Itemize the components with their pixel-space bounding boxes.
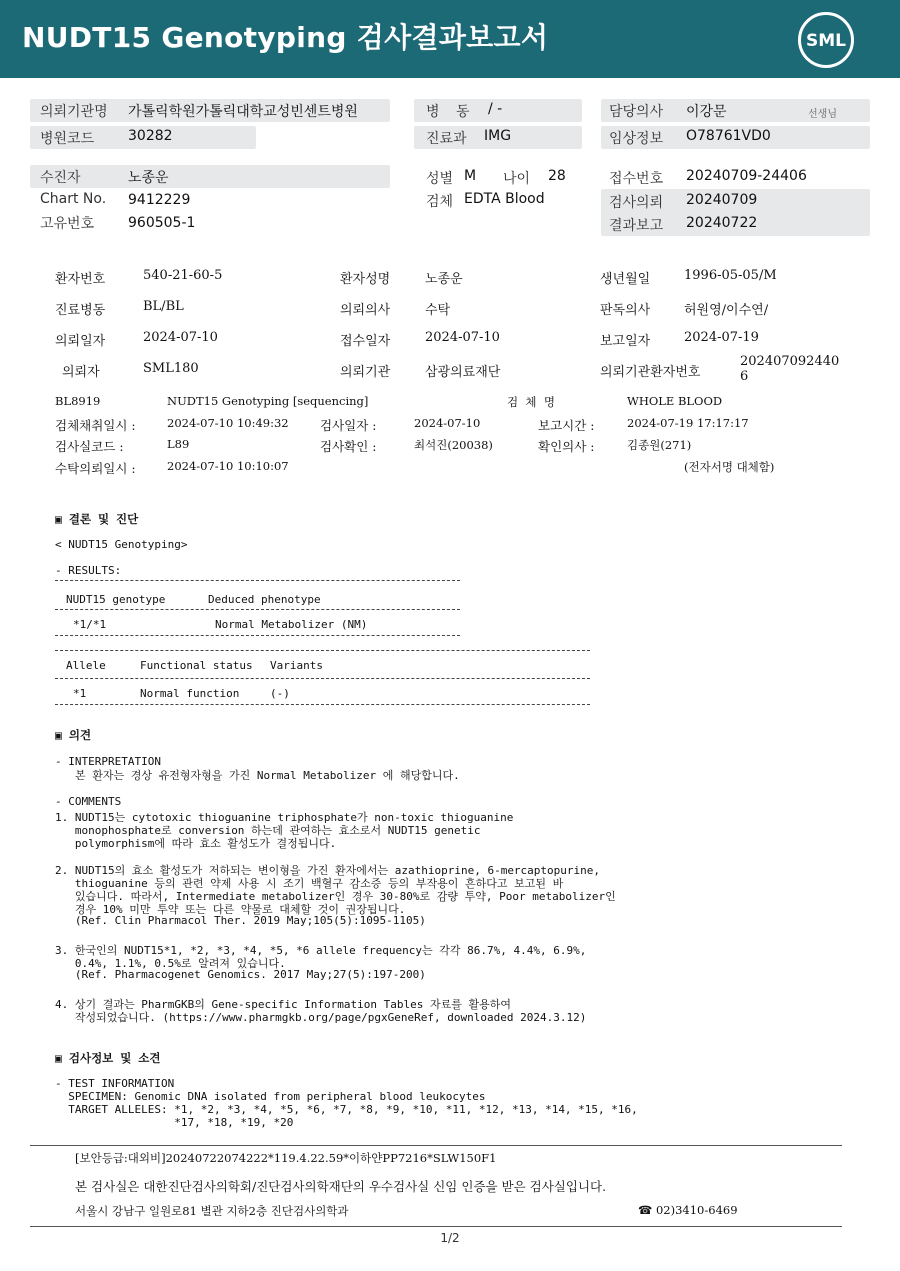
- pt-value-1: 540-21-60-5: [143, 268, 223, 283]
- results-subtitle: < NUDT15 Genotyping>: [55, 538, 188, 551]
- lab-code-label: 검사실코드 :: [55, 439, 124, 454]
- hospital-code-label: 병원코드: [40, 131, 95, 147]
- status-col-header: Functional status: [140, 659, 253, 672]
- doctor-confirm-value: 김종원(271): [627, 438, 692, 452]
- pt-label-5: 의뢰의사: [340, 303, 391, 318]
- specimen-label: 검체: [426, 194, 454, 210]
- pt-value-3: 1996-05-05/M: [684, 268, 777, 283]
- comment-line: 3. 한국인의 NUDT15*1, *2, *3, *4, *5, *6 allele frequency는 각각 86.7%, 4.4%, 6.9%,: [55, 944, 587, 957]
- pt-label-10: 의뢰자: [62, 365, 100, 380]
- certification-text: 본 검사실은 대한진단검사의학회/진단검사의학재단의 우수검사실 신임 인증을 받은 검사실입니다.: [75, 1179, 607, 1194]
- comment-line: 0.4%, 1.1%, 0.5%로 알려져 있습니다.: [55, 957, 286, 970]
- specimen-name-label: 검 체 명: [507, 395, 555, 409]
- chart-value: 9412229: [128, 192, 191, 208]
- patient-value: 노종운: [128, 170, 169, 186]
- pt-value-12: 202407092440: [740, 354, 840, 369]
- age-label: 나이: [503, 171, 531, 187]
- pt-label-6: 판독의사: [600, 303, 651, 318]
- test-info-line: *17, *18, *19, *20: [55, 1116, 294, 1129]
- doctor-value: 이강문: [686, 104, 727, 120]
- specimen-value: EDTA Blood: [464, 191, 545, 207]
- comments-head: - COMMENTS: [55, 795, 122, 808]
- report-date-value: 20240722: [686, 215, 758, 231]
- test-date-label: 검사일자 :: [320, 418, 377, 433]
- dept-label: 진료과: [426, 131, 467, 147]
- section-testinfo-title: ▣ 검사정보 및 소견: [55, 1051, 161, 1065]
- request-date-label: 검사의뢰: [609, 195, 664, 211]
- lab-code-value: L89: [167, 437, 190, 451]
- report-date-label: 결과보고: [609, 218, 664, 234]
- pt-value-6: 허원영/이수연/: [684, 303, 769, 318]
- section-opinion-title: ▣ 의견: [55, 728, 92, 742]
- pt-label-1: 환자번호: [55, 272, 106, 287]
- comment-line: 경우 10% 미만 투약 또는 다른 약물로 대체할 것이 권장됩니다.: [55, 903, 406, 916]
- clinical-value: O78761VD0: [686, 128, 771, 144]
- pt-label-9: 보고일자: [600, 334, 651, 349]
- comment-line: polymorphism에 따라 효소 활성도가 결정됩니다.: [55, 837, 337, 850]
- ward-label: 병 동: [426, 104, 476, 120]
- comment-line: 1. NUDT15는 cytotoxic thioguanine triphosphate가 non-toxic thioguanine: [55, 811, 514, 824]
- pt-value-2: 노종운: [425, 272, 463, 287]
- pt-value-8: 2024-07-10: [425, 330, 500, 345]
- divider: [55, 635, 460, 636]
- variants-col-header: Variants: [270, 659, 323, 672]
- confirm-label: 검사확인 :: [320, 439, 377, 454]
- test-info-line: TARGET ALLELES: *1, *2, *3, *4, *5, *6, *7, *8, *9, *10, *11, *12, *13, *14, *15, *16,: [55, 1103, 638, 1116]
- clinical-label: 임상정보: [609, 131, 664, 147]
- results-head: - RESULTS:: [55, 564, 122, 577]
- req-time-value: 2024-07-10 10:10:07: [167, 459, 289, 473]
- reception-no-value: 20240709-24406: [686, 168, 807, 184]
- phone-text: ☎ 02)3410-6469: [638, 1203, 738, 1217]
- chart-label: Chart No.: [40, 191, 107, 207]
- comment-line: 4. 상기 결과는 PharmGKB의 Gene-specific Information Tables 자료를 활용하여: [55, 998, 512, 1011]
- pt-label-3: 생년월일: [600, 272, 651, 287]
- test-info-head: - TEST INFORMATION: [55, 1077, 175, 1090]
- collect-label: 검체채취일시 :: [55, 418, 136, 433]
- institution-label: 의뢰기관명: [40, 104, 108, 120]
- collect-value: 2024-07-10 10:49:32: [167, 416, 289, 430]
- doctor-suffix: 선생님: [808, 109, 837, 120]
- comment-line: (Ref. Pharmacogenet Genomics. 2017 May;27(5):197-200): [55, 968, 426, 981]
- pt-value-9: 2024-07-19: [684, 330, 759, 345]
- comment-line: 2. NUDT15의 효소 활성도가 저하되는 변이형을 가진 환자에서는 azathioprine, 6-mercaptopurine,: [55, 864, 601, 877]
- hospital-code-value: 30282: [128, 128, 173, 144]
- report-time-value: 2024-07-19 17:17:17: [627, 416, 749, 430]
- pt-label-12: 의뢰기관환자번호: [600, 365, 701, 380]
- genotype-col-header: NUDT15 genotype: [66, 593, 166, 606]
- security-line: [보안등급:대외비]20240722074222*119.4.22.59*이하얀PP7216*SLW150F1: [75, 1151, 497, 1165]
- comment-line: 작성되었습니다. (https://www.pharmgkb.org/page/pgxGeneRef, downloaded 2024.3.12): [55, 1011, 587, 1024]
- report-title: NUDT15 Genotyping 검사결과보고서: [22, 21, 549, 54]
- section-conclusion-title: ▣ 결론 및 진단: [55, 512, 139, 526]
- test-name: NUDT15 Genotyping [sequencing]: [167, 394, 369, 408]
- sex-label: 성별: [426, 171, 454, 187]
- address-text: 서울시 강남구 일원로81 별관 지하2층 진단검사의학과: [75, 1204, 349, 1218]
- report-time-label: 보고시간 :: [538, 418, 595, 433]
- interpretation-head: - INTERPRETATION: [55, 755, 161, 768]
- page-number: 1/2: [440, 1231, 460, 1245]
- footer-divider: [30, 1145, 842, 1146]
- divider: [55, 678, 590, 679]
- pt-value-11: 삼광의료재단: [425, 365, 501, 380]
- pt-label-2: 환자성명: [340, 272, 391, 287]
- comment-line: thioguanine 등의 관련 약제 사용 시 조기 백혈구 감소증 등의 부작용이 흔하다고 보고된 바: [55, 877, 564, 890]
- unique-label: 고유번호: [40, 216, 95, 232]
- pt-value-7: 2024-07-10: [143, 330, 218, 345]
- age-value: 28: [548, 168, 566, 184]
- interpretation-text: 본 환자는 경상 유전형자형을 가진 Normal Metabolizer 에 해당합니다.: [75, 769, 460, 782]
- allele-col-header: Allele: [66, 659, 106, 672]
- test-code: BL8919: [55, 394, 101, 408]
- divider: [55, 609, 460, 610]
- pt-label-8: 접수일자: [340, 334, 391, 349]
- institution-value: 가톨릭학원가톨릭대학교성빈센트병원: [128, 104, 358, 120]
- pt-value-12-cont: 6: [740, 369, 749, 384]
- req-time-label: 수탁의뢰일시 :: [55, 461, 136, 476]
- pt-label-4: 진료병동: [55, 303, 106, 318]
- allele-value: *1: [73, 687, 87, 700]
- sml-logo: [798, 12, 854, 68]
- patient-label: 수진자: [40, 170, 81, 186]
- status-value: Normal function: [140, 687, 240, 700]
- ward-value: / -: [488, 101, 503, 117]
- genotype-value: *1/*1: [73, 618, 107, 631]
- pt-value-10: SML180: [143, 361, 199, 376]
- variants-value: (-): [270, 687, 290, 700]
- report-header: [0, 0, 900, 78]
- specimen-name: WHOLE BLOOD: [627, 394, 723, 408]
- logo-text: SML: [806, 31, 846, 51]
- reception-no-label: 접수번호: [609, 171, 664, 187]
- request-date-value: 20240709: [686, 192, 758, 208]
- test-date-value: 2024-07-10: [414, 416, 481, 430]
- pt-value-5: 수탁: [425, 303, 451, 318]
- doctor-label: 담당의사: [609, 104, 664, 120]
- footer-divider: [30, 1226, 842, 1227]
- comment-line: 있습니다. 따라서, Intermediate metabolizer인 경우 30-80%로 감량 투약, Poor metabolizer인: [55, 890, 616, 903]
- comment-line: (Ref. Clin Pharmacol Ther. 2019 May;105(5):1095-1105): [55, 914, 426, 927]
- unique-value: 960505-1: [128, 215, 196, 231]
- pt-label-11: 의뢰기관: [340, 365, 391, 380]
- phenotype-value: Normal Metabolizer (NM): [215, 618, 368, 631]
- esign-note: (전자서명 대체함): [684, 460, 775, 474]
- pt-value-4: BL/BL: [143, 299, 184, 314]
- phenotype-col-header: Deduced phenotype: [208, 593, 321, 606]
- sex-value: M: [464, 168, 477, 184]
- patient-box: [30, 165, 390, 188]
- divider: [55, 704, 590, 705]
- comment-line: monophosphate로 conversion 하는데 관여하는 효소로서 NUDT15 genetic: [55, 824, 481, 837]
- test-info-line: SPECIMEN: Genomic DNA isolated from peripheral blood leukocytes: [55, 1090, 486, 1103]
- pt-label-7: 의뢰일자: [55, 334, 106, 349]
- divider: [55, 650, 590, 651]
- doctor-confirm-label: 확인의사 :: [538, 439, 595, 454]
- confirm-value: 최석진(20038): [414, 438, 493, 452]
- divider: [55, 580, 460, 581]
- dept-value: IMG: [484, 128, 512, 144]
